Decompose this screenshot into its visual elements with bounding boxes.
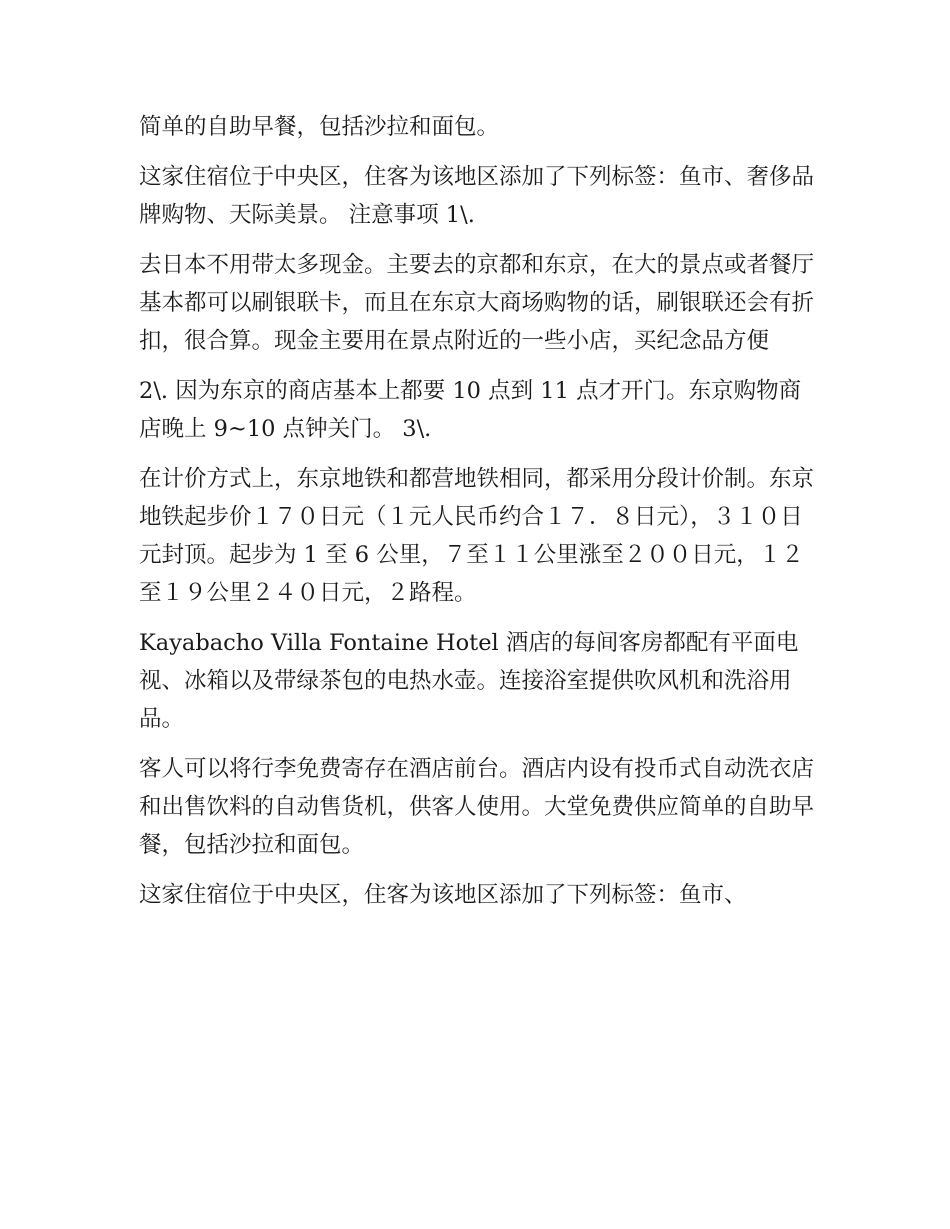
paragraph-hotel-services: 客人可以将行李免费寄存在酒店前台。酒店内设有投币式自动洗衣店和出售饮料的自动售货机，供客人使用。大堂免费供应简单的自助早餐，包括沙拉和面包。 [139,756,815,858]
paragraph-hotel-rooms: Kayabacho Villa Fontaine Hotel 酒店的每间客房都配有平面电视、冰箱以及带绿茶包的电热水壶。连接浴室提供吹风机和洗浴用品。 [139,630,799,732]
paragraph-shop-hours: 2\. 因为东京的商店基本上都要 10 点到 11 点才开门。东京购物商店晚上 9~10 点钟关门。 3\. [139,378,802,442]
paragraph-subway-fares: 在计价方式上，东京地铁和都营地铁相同，都采用分段计价制。东京地铁起步价１７０日元（１元人民币约合１７．８日元），３１０日元封顶。起步为 1 至 6 公里，７至１１公里涨至２００日元，１２至１９公里２４０日元，２路程。 [139,466,815,606]
paragraph-location-tags-repeat: 这家住宿位于中央区，住客为该地区添加了下列标签：鱼市、 [139,882,747,908]
document-body [139,108,819,926]
paragraph-breakfast: 简单的自助早餐，包括沙拉和面包。 [139,114,500,140]
paragraph-cash-tip: 去日本不用带太多现金。主要去的京都和东京，在大的景点或者餐厅基本都可以刷银联卡，而且在东京大商场购物的话，刷银联还会有折扣，很合算。现金主要用在景点附近的一些小店，买纪念品方便 [139,252,815,354]
paragraph-location-tags: 这家住宿位于中央区，住客为该地区添加了下列标签：鱼市、奢侈品牌购物、天际美景。 注意事项 1\. [139,164,815,228]
